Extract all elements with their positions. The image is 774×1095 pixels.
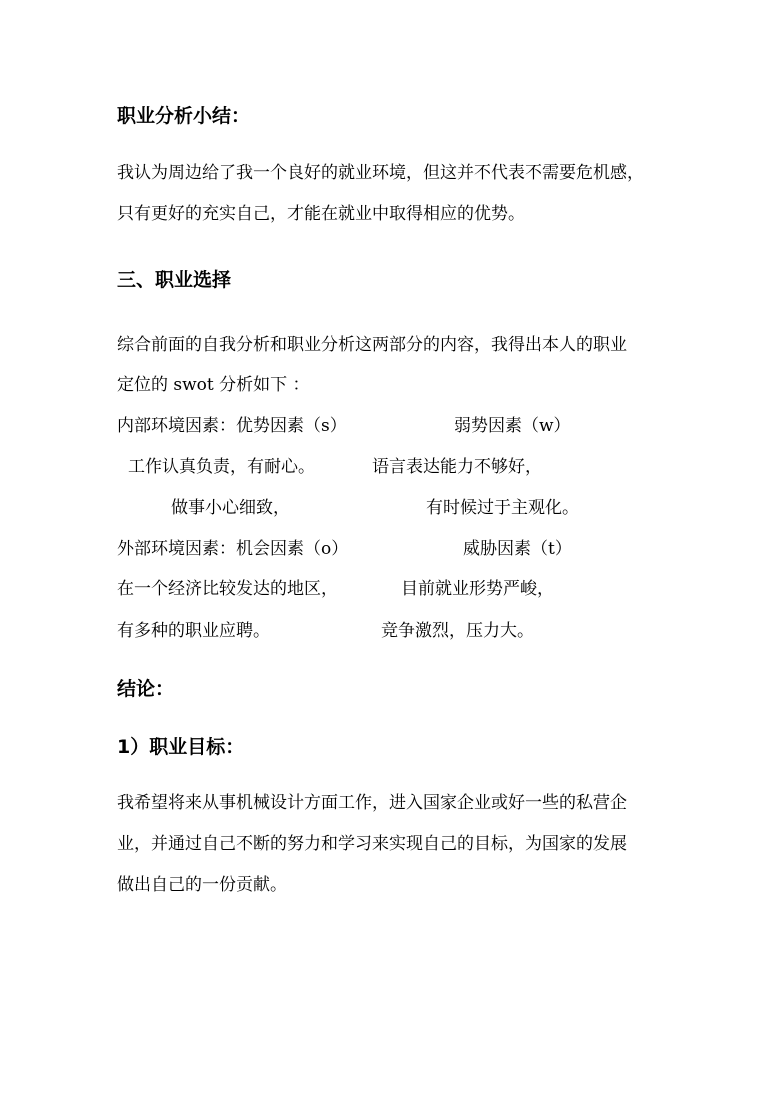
weakness-item-1: 语言表达能力不够好， xyxy=(372,457,542,477)
goal-line-1: 我希望将来从事机械设计方面工作，进入国家企业或好一些的私营企 xyxy=(117,793,627,813)
summary-line-1: 我认为周边给了我一个良好的就业环境，但这并不代表不需要危机感， xyxy=(117,163,644,183)
threat-factors-label: 威胁因素（t） xyxy=(463,539,572,559)
summary-line-2: 只有更好的充实自己，才能在就业中取得相应的优势。 xyxy=(117,204,525,224)
strength-item-2: 做事小心细致， xyxy=(171,498,290,518)
goal-line-2: 业，并通过自己不断的努力和学习来实现自己的目标，为国家的发展 xyxy=(117,834,627,854)
opportunity-item-1: 在一个经济比较发达的地区， xyxy=(117,579,338,599)
internal-factors-label: 内部环境因素：优势因素（s） xyxy=(117,416,347,436)
strength-item-1: 工作认真负责，有耐心。 xyxy=(128,457,315,477)
weakness-factors-label: 弱势因素（w） xyxy=(454,416,571,436)
threat-item-1: 目前就业形势严峻， xyxy=(401,579,554,599)
goal-line-3: 做出自己的一份贡献。 xyxy=(117,875,287,895)
summary-heading: 职业分析小结： xyxy=(117,105,251,127)
intro-line-2: 定位的 swot 分析如下 ： xyxy=(117,375,310,395)
external-factors-label: 外部环境因素：机会因素（o） xyxy=(117,539,349,559)
section3-heading: 三、职业选择 xyxy=(117,269,232,291)
intro-line-1: 综合前面的自我分析和职业分析这两部分的内容，我得出本人的职业 xyxy=(117,335,627,355)
opportunity-item-2: 有多种的职业应聘。 xyxy=(117,621,270,641)
weakness-item-2: 有时候过于主观化。 xyxy=(426,498,579,518)
threat-item-2: 竞争激烈，压力大。 xyxy=(381,621,534,641)
goal-heading: 1）职业目标： xyxy=(117,736,245,758)
conclusion-heading: 结论： xyxy=(117,678,175,700)
